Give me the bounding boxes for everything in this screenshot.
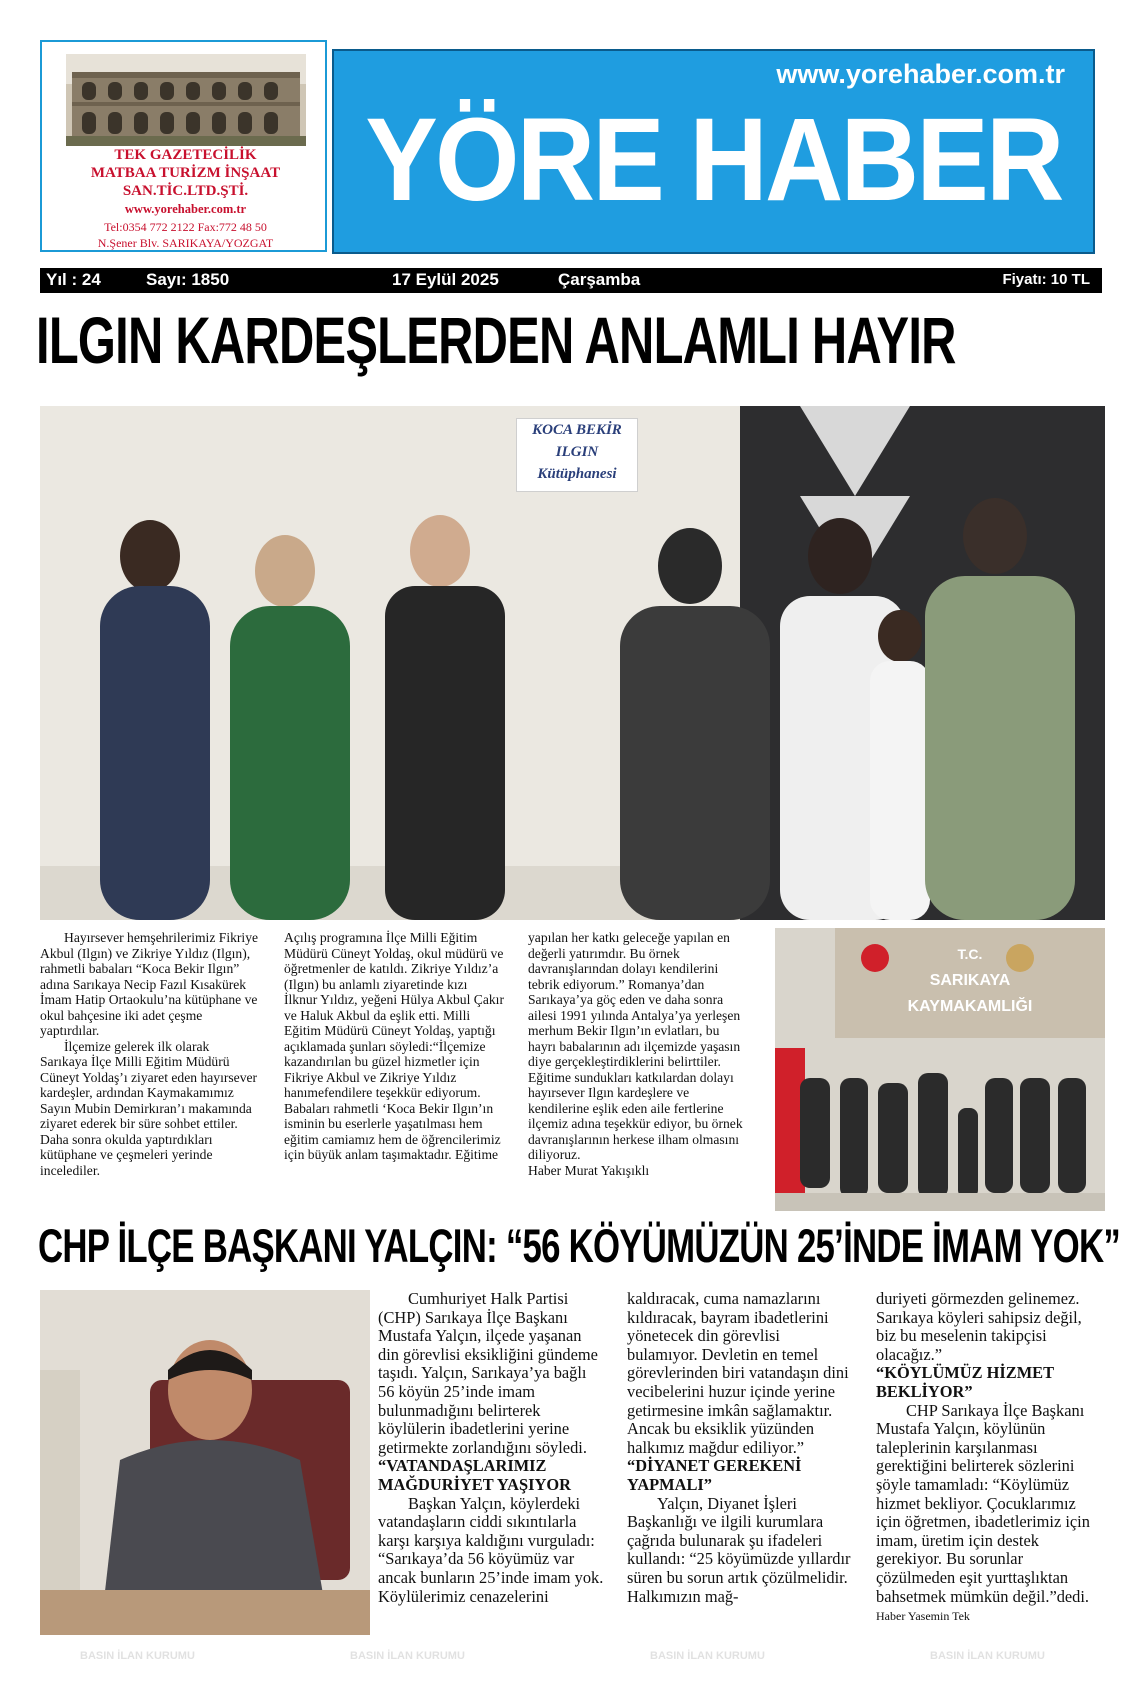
watermark-stamp: BASIN İLAN KURUMU	[930, 1650, 1045, 1662]
site-url: www.yorehaber.com.tr	[776, 59, 1065, 89]
company-name	[46, 146, 325, 200]
kaymakamlik-sign	[845, 946, 1095, 1016]
company-website: www.yorehaber.com.tr	[124, 202, 247, 216]
story1-paragraph-2: İlçemize gelerek ilk olarak Sarıkaya İlçe Milli Eğitim Müdürü Cüneyt Yoldaş’ı ziyaret eden hayırsever kardeşler, ardından Kaymakamımız Sayın Mubin Demirkıran’ı makamında ziyaret ederek bir süre sohbet ettiler. Daha sonra okulda yaptırdıkları kütüphane ve çeşmeleri yerinde incelediler.	[40, 1038, 258, 1178]
issue-date: 17 Eylül 2025	[392, 270, 499, 289]
kaymakamlik-photo	[775, 928, 1105, 1211]
watermark-stamp: BASIN İLAN KURUMU	[350, 1650, 465, 1662]
kaymakamlik-sign-line-2: SARIKAYA	[929, 972, 1011, 989]
story1-column-3	[528, 930, 748, 1178]
issue-day: Çarşamba	[558, 270, 641, 289]
story2-column-1	[378, 1290, 604, 1606]
issue-info-bar	[40, 268, 1102, 293]
story1-paragraph-3: Açılış programına İlçe Milli Eğitim Müdürü Cüneyt Yoldaş, okul müdürü ve öğretmenler de katıldı. Zikriye Yıldız’a (Ilgın) bu anlamlı ziyaretinde kızı İlknur Yıldız, yeğeni Hülya Akbul Çakır ve Haluk Akbul da eşlik etti. Milli Eğitim Müdürü Cüneyt Yoldaş, yaptığı açıklamada şunları söyledi:“İlçemize kazandırılan bu güzel hizmetler için Fikriye Akbul ve Zikriye Yıldız hanımefendilere teşekkür ediyorum. Babaları rahmetli ‘Koca Bekir Ilgın’ın isminin bu eserlerle yaşatılması hem eğitim camiamız hem de öğrencilerimiz için büyük anlam taşımaktadır. Eğitime	[284, 930, 504, 1162]
company-phone: Tel:0354 772 2122 Fax:772 48 50	[104, 220, 267, 234]
story2-column-3	[876, 1290, 1102, 1626]
ruins-logo-image	[66, 54, 306, 146]
story2-byline: Haber Yasemin Tek	[876, 1609, 970, 1624]
story2-subheading-1: “VATANDAŞLARIMIZ MAĞDURİYET YAŞIYOR	[378, 1456, 571, 1494]
story1-paragraph-1: Hayırsever hemşehrilerimiz Fikriye Akbul (Ilgın) ve Zikriye Yıldız (Ilgın), rahmetli babaları “Koca Bekir Ilgın” adına Sarıkaya Necip Fazıl Kısakürek İmam Hatip Ortaokulu’na kütüphane ve okul bahçesine iki adet çeşme yaptırdılar.	[40, 930, 259, 1038]
story2-subheading-3: “KÖYLÜMÜZ HİZMET BEKLİYOR”	[876, 1363, 1054, 1401]
company-line-2: MATBAA TURİZM İNŞAAT	[90, 165, 281, 181]
library-sign	[516, 418, 638, 492]
chairman-photo-illustration	[40, 1290, 370, 1635]
library-sign-line-1: KOCA BEKİR	[532, 422, 622, 438]
headline-story-1: ILGIN KARDEŞLERDEN ANLAMLI HAYIR	[36, 303, 956, 377]
watermark-stamp: BASIN İLAN KURUMU	[650, 1650, 765, 1662]
story2-paragraph-3: kaldıracak, cuma namazlarını kıldıracak, bayram ibadetlerini yönetecek din görevlisi bulamıyor. Devletin en temel görevlerinden biri vatandaşın dini vecibelerini huzur içinde yerine getirmesine imkân sağlamaktır. Ancak bu eksiklik yüzünden halkımız mağdur ediliyor.”	[627, 1289, 849, 1457]
chp-chairman-photo	[40, 1290, 370, 1635]
headline-story-2: CHP İLÇE BAŞKANI YALÇIN: “56 KÖYÜMÜZÜN 25’İNDE İMAM YOK”	[38, 1219, 1120, 1272]
story2-paragraph-2: Başkan Yalçın, köylerdeki vatandaşların ciddi sıkıntılarla karşı karşıya kaldığını vurguladı: “Sarıkaya’da 56 köyümüz var ancak bunların 25’inde imam yok. Köylülerimiz cenazelerini	[378, 1493, 604, 1606]
story2-subheading-2: “DİYANET GEREKENİ YAPMALI”	[627, 1456, 802, 1494]
story2-paragraph-1: Cumhuriyet Halk Partisi (CHP) Sarıkaya İlçe Başkanı Mustafa Yalçın, ilçede yaşanan din görevlisi eksikliğini gündeme taşıdı. Yalçın, Sarıkaya’ya bağlı 56 köyün 25’inde imam bulunmadığını belirterek köylülerin ibadetlerini yerine getirmekte zorlandığını söyledi.	[378, 1289, 598, 1457]
kaymakamlik-sign-line-1: T.C.	[957, 946, 983, 962]
story1-column-1	[40, 930, 260, 1178]
main-photo-library-opening	[40, 406, 1105, 920]
kaymakamlik-sign-line-3: KAYMAKAMLIĞI	[907, 998, 1033, 1015]
masthead-title-box	[332, 49, 1095, 254]
publisher-logo-box	[40, 40, 327, 252]
story2-paragraph-6	[876, 1402, 1102, 1626]
library-sign-line-3: Kütüphanesi	[537, 466, 617, 482]
newspaper-name: YÖRE HABER	[365, 94, 1062, 226]
issue-price: Fiyatı: 10 TL	[1002, 271, 1090, 288]
watermark-stamp: BASIN İLAN KURUMU	[80, 1650, 195, 1662]
story1-column-2	[284, 930, 504, 1163]
company-line-1: TEK GAZETECİLİK	[114, 147, 257, 163]
story1-paragraph-4: yapılan her katkı geleceğe yapılan en değerli yatırımdır. Bu örnek davranışlarından dolayı kendilerini tebrik ediyorum.” Romanya’dan Sarıkaya’ya göç eden ve daha sonra ailesi 1991 yılında Antalya’ya yerleşen merhum Bekir Ilgın’ın evlatları, bu hayrı babalarının adı ilçemizde yaşasın diye gerçekleştirdiklerini belirttiler. Eğitime sundukları katkılardan dolayı hayırsever Ilgın kardeşlere ve kendilerine eşlik eden aile fertlerine ilçemiz adına teşekkür ediyor, bu örnek davranışlarının herkese ilham olmasını diliyoruz.	[528, 930, 743, 1162]
story2-paragraph-6-text: CHP Sarıkaya İlçe Başkanı Mustafa Yalçın, köylünün taleplerinin karşılanması gerektiğini belirterek sözlerini şöyle tamamladı: “Köylümüz hizmet bekliyor. Çocuklarımız için öğretmen, ibadetlerimiz için imam, üretim için destek gerekiyor. Bu sorunlar çözülmeden eşit yurttaşlıktan bahsetmek mümkün değil.”dedi.	[876, 1400, 1090, 1606]
story2-paragraph-5: duriyeti görmezden gelinemez. Sarıkaya köyleri sahipsiz değil, biz bu meselenin takipçisi olacağız.”	[876, 1289, 1082, 1364]
library-sign-line-2: ILGIN	[555, 444, 599, 460]
company-line-3: SAN.TİC.LTD.ŞTİ.	[122, 183, 249, 199]
company-address: N.Şener Blv. SARIKAYA/YOZGAT	[97, 236, 274, 250]
issue-year: Yıl : 24	[46, 270, 101, 289]
story2-column-2	[627, 1290, 853, 1606]
story2-paragraph-4: Yalçın, Diyanet İşleri Başkanlığı ve ilgili kurumlara çağrıda bulunarak şu ifadeleri kullandı: “25 köyümüzde yıllardır süren bu sorun artık çözülmelidir. Halkımızın mağ-	[627, 1493, 851, 1606]
story1-byline: Haber Murat Yakışıklı	[528, 1162, 650, 1178]
issue-number: Sayı: 1850	[146, 270, 230, 289]
